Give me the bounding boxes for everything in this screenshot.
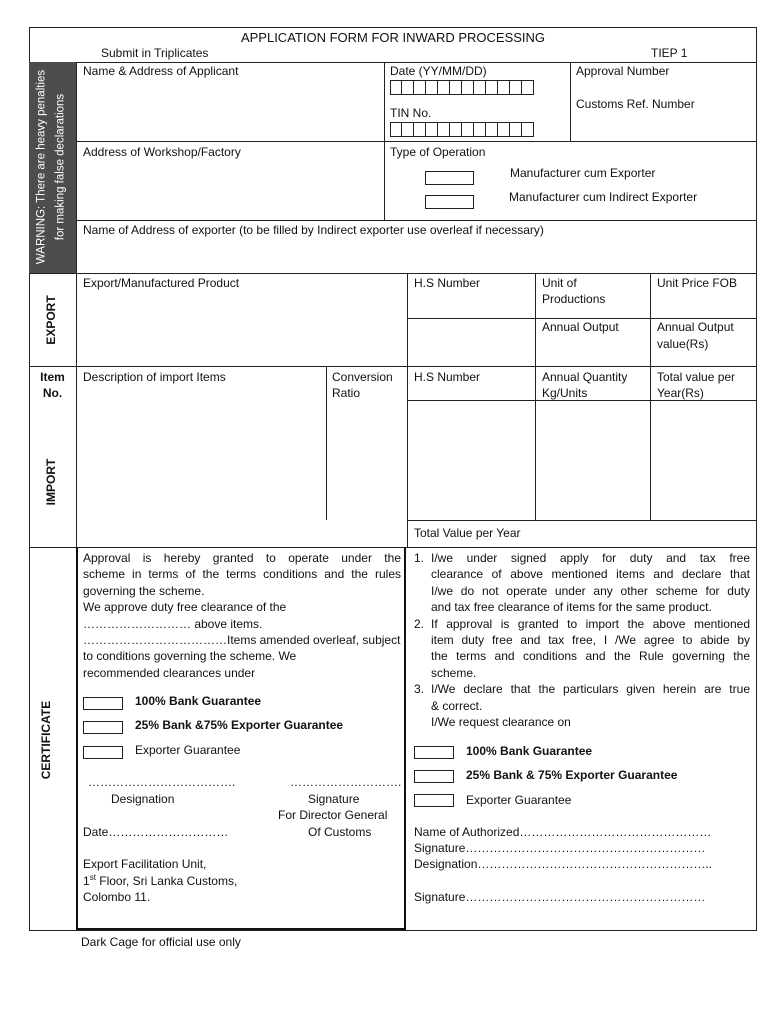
operation-checkbox-exporter[interactable] <box>425 171 474 185</box>
workshop-label: Address of Workshop/Factory <box>83 145 241 159</box>
form-title: APPLICATION FORM FOR INWARD PROCESSING <box>240 30 546 45</box>
floor-suffix: st <box>89 873 96 882</box>
authorized-name-field: Name of Authorized………………………………………… <box>414 825 712 839</box>
decl-3-line-2: & correct. <box>431 698 483 713</box>
operation-option-indirect: Manufacturer cum Indirect Exporter <box>509 190 698 204</box>
warning-text <box>33 62 75 273</box>
export-hs-label: H.S Number <box>414 276 481 290</box>
unit-name: Export Facilitation Unit, <box>83 857 207 871</box>
import-desc-label: Description of import Items <box>83 370 226 384</box>
designation-dots: ………………………………. <box>88 775 236 789</box>
date-input-cells[interactable] <box>390 80 534 95</box>
line-exporter-top <box>76 220 757 221</box>
decl-checkbox-exporter[interactable] <box>414 794 454 807</box>
line-import-top <box>29 366 757 367</box>
decl-2-line-3: the terms and conditions and the Rule governing the <box>431 649 750 664</box>
line-workshop-top <box>76 141 757 142</box>
signature-field-2: Signature…………………………………………………… <box>414 890 706 904</box>
operation-checkbox-indirect[interactable] <box>425 195 474 209</box>
decl-checkbox-bank[interactable] <box>414 746 454 759</box>
unit-floor <box>83 874 237 889</box>
line-export-unit <box>535 273 536 366</box>
decl-3-line-1: I/We declare that the particulars given herein are true <box>431 682 750 697</box>
decl-guarantee-bank: 100% Bank Guarantee <box>466 744 593 758</box>
export-section-label: EXPORT <box>44 295 58 345</box>
approval-number-label: Approval Number <box>576 64 670 78</box>
line-header-top <box>76 62 757 63</box>
decl-2-line-4: scheme. <box>431 665 477 680</box>
tin-input-cells[interactable] <box>390 122 534 137</box>
import-section-label: IMPORT <box>44 458 58 506</box>
decl-num-2: 2. <box>414 616 425 631</box>
operation-option-exporter: Manufacturer cum Exporter <box>510 166 656 180</box>
for-director-label: For Director General <box>278 808 388 822</box>
frame-top <box>29 27 757 28</box>
date-label: Date (YY/MM/DD) <box>390 64 487 78</box>
line-import-totalrow <box>407 520 757 521</box>
warning-line-2: for making false declarations <box>54 93 67 241</box>
approval-line-4: We approve duty free clearance of the <box>83 600 287 615</box>
approval-line-7: to conditions governing the scheme. We <box>83 649 297 664</box>
approval-line-5: ……………………… above items. <box>83 616 263 631</box>
certificate-section-label: CERTIFICATE <box>39 700 53 780</box>
floor-text: Floor, Sri Lanka Customs, <box>95 874 238 888</box>
cert-checkbox-bank[interactable] <box>83 697 123 710</box>
decl-checkbox-mixed[interactable] <box>414 770 454 783</box>
line-approval-divider <box>570 62 571 141</box>
declaration-list <box>414 550 750 730</box>
decl-1-line-2: clearance of above mentioned items and declare that <box>431 567 750 582</box>
name-address-label: Name & Address of Applicant <box>83 64 239 78</box>
export-unit-label-2: Productions <box>542 292 606 306</box>
line-import-total <box>650 366 651 520</box>
import-hs-label: H.S Number <box>414 370 481 384</box>
form-code: TIEP 1 <box>651 46 688 60</box>
item-no-label-1: Item <box>40 370 65 384</box>
of-customs-label: Of Customs <box>308 825 372 839</box>
decl-request: I/We request clearance on <box>431 715 571 730</box>
line-import-conv <box>326 366 327 520</box>
approval-line-8: recommended clearances under <box>83 665 256 680</box>
cert-checkbox-mixed[interactable] <box>83 721 123 734</box>
decl-2-line-1: If approval is granted to import the above mentioned <box>431 616 750 631</box>
signature-label: Signature <box>308 792 360 806</box>
approval-line-6: ………………………………Items amended overleaf, subject <box>83 633 401 648</box>
decl-2-line-2: item duty free and tax free, I /We agree to abide by <box>431 633 750 648</box>
decl-1-line-3: I/we do not operate under any other scheme for duty <box>431 583 750 598</box>
export-annual-output-label: Annual Output <box>542 320 619 334</box>
warning-line-1: WARNING: There are heavy penalties <box>35 69 48 265</box>
total-value-per-year: Total Value per Year <box>414 526 521 540</box>
export-annual-value-label-1: Annual Output <box>657 320 734 334</box>
designation-label: Designation <box>111 792 175 806</box>
floor-number: 1 <box>83 874 90 888</box>
signature-field-1: Signature…………………………………………………… <box>414 841 706 855</box>
cert-guarantee-mixed: 25% Bank &75% Exporter Guarantee <box>135 718 344 732</box>
customs-ref-label: Customs Ref. Number <box>576 97 695 111</box>
decl-1-line-4: and tax free clearance of items for the same product. <box>431 600 712 615</box>
tin-label: TIN No. <box>390 106 432 120</box>
decl-1-line-1: I/we under signed apply for duty and tax free <box>431 551 750 565</box>
import-total-label-1: Total value per <box>657 370 736 384</box>
approval-line-2: scheme in terms of the terms conditions and the rules <box>83 567 401 582</box>
date-dots-label: Date………………………… <box>83 825 229 839</box>
export-annual-value-label-2: value(Rs) <box>657 337 709 351</box>
approval-line-1: Approval is hereby granted to operate under the <box>83 551 401 565</box>
operation-label: Type of Operation <box>390 145 486 159</box>
frame-bottom <box>29 930 757 931</box>
approval-text <box>83 550 401 681</box>
unit-city: Colombo 11. <box>83 890 151 904</box>
cert-guarantee-bank: 100% Bank Guarantee <box>135 694 262 708</box>
line-export-top <box>29 273 757 274</box>
cert-guarantee-exporter: Exporter Guarantee <box>135 743 241 757</box>
line-export-hs <box>407 273 408 366</box>
import-qty-label-1: Annual Quantity <box>542 370 628 384</box>
decl-guarantee-exporter: Exporter Guarantee <box>466 793 572 807</box>
signature-dots: ………………………. <box>290 775 402 789</box>
import-qty-label-2: Kg/Units <box>542 386 588 400</box>
submit-note: Submit in Triplicates <box>101 46 209 60</box>
decl-num-1: 1. <box>414 551 425 565</box>
import-conv-label-2: Ratio <box>332 386 361 400</box>
export-unit-label-1: Unit of <box>542 276 577 290</box>
approval-line-3: governing the scheme. <box>83 583 205 598</box>
line-import-qty <box>535 366 536 520</box>
exporter-label: Name of Address of exporter (to be filled by Indirect exporter use overleaf if necessary) <box>83 223 544 237</box>
decl-guarantee-mixed: 25% Bank & 75% Exporter Guarantee <box>466 768 678 782</box>
import-total-label-2: Year(Rs) <box>657 386 704 400</box>
designation-field: Designation………………………………………………….. <box>414 857 713 871</box>
export-product-label: Export/Manufactured Product <box>83 276 240 290</box>
line-export-mid <box>407 318 757 319</box>
line-export-price <box>650 273 651 366</box>
decl-num-3: 3. <box>414 682 425 697</box>
import-conv-label-1: Conversion <box>332 370 393 384</box>
footer-note: Dark Cage for official use only <box>81 935 241 949</box>
export-price-label: Unit Price FOB <box>657 276 738 290</box>
item-no-label-2: No. <box>42 386 63 400</box>
cert-checkbox-exporter[interactable] <box>83 746 123 759</box>
frame-right <box>756 27 757 931</box>
